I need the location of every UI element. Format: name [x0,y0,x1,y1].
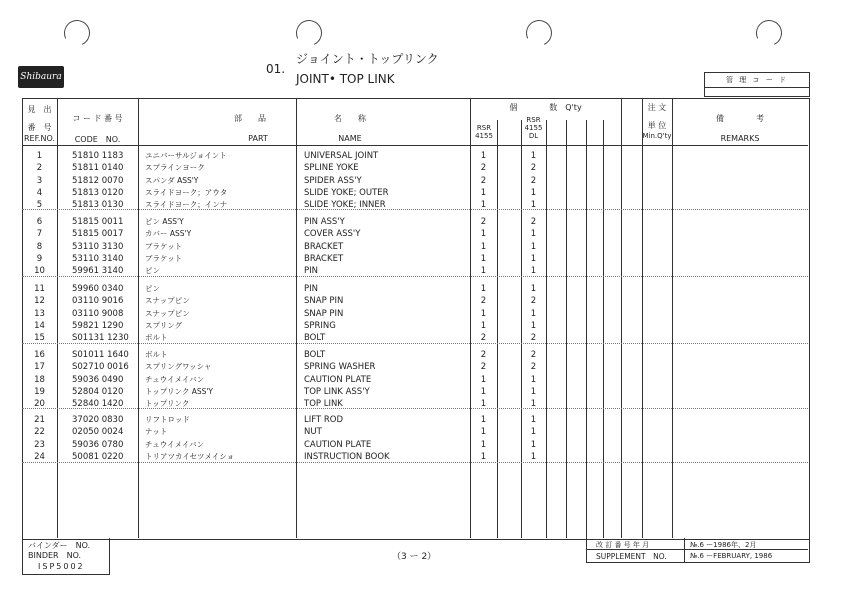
qty-rsr4155dl: 1 [530,451,537,462]
table-row [0,361,841,373]
supplement-divider [684,538,685,562]
code-no: S02710 0016 [72,362,129,373]
code-no: 37020 0830 [72,415,124,425]
part-jp: ブラケット [145,253,183,263]
qty-rsr4155: 2 [480,362,487,373]
code-header-jp: コ ー ド 番 号 [72,114,123,123]
qty-rsr4155dl: 2 [530,362,537,373]
ref-no: 12 [34,296,45,307]
supplement-value-jp: №.6 ー1986年、2月 [690,541,757,549]
binder-label: BINDER NO. [28,551,82,560]
qty-rsr4155dl: 1 [530,374,537,385]
binder-hole [752,16,785,49]
code-no: 51813 0130 [72,200,124,211]
binder-hole [522,16,555,49]
qty-rsr4155: 2 [480,217,487,227]
table-row [0,349,841,361]
table-row [0,320,841,332]
part-jp: トップリンク ASS'Y [145,386,214,396]
ref-no: 24 [34,451,45,462]
qty-rsr4155dl: 1 [530,253,537,264]
section-number: 01. [266,62,286,76]
code-no: 59036 0490 [72,374,124,385]
supplement-value: №.6 ーFEBRUARY, 1986 [690,552,773,560]
ref-no: 2 [36,163,43,174]
part-jp: スプラインヨーク [145,163,205,173]
table-row [0,398,841,410]
table-row [0,332,841,344]
part-name: SPLINE YOKE [304,163,359,174]
code-no: 52804 0120 [72,386,124,397]
code-no: 53110 3140 [72,253,124,264]
binder-hole [60,16,93,49]
qty-rsr4155: 1 [480,308,487,319]
code-no: 59960 0340 [72,284,124,294]
part-jp: スパンダ ASS'Y [145,175,199,185]
qty-rsr4155dl: 2 [530,350,537,360]
part-jp: スプリングワッシャ [145,362,212,372]
table-row [0,295,841,307]
unit-header-jp: 単 位 [647,121,667,130]
part-name: BRACKET [304,241,344,252]
part-name: TOP LINK [304,399,343,410]
table-row [0,187,841,199]
code-no: 59036 0780 [72,439,124,450]
qty-rsr4155: 2 [480,296,487,307]
table-row [0,426,841,438]
qty-rsr4155dl: 1 [530,415,537,425]
table-row [0,308,841,320]
page-title: JOINT• TOP LINK [296,72,395,86]
ref-no: 10 [34,266,45,277]
qty-rsr4155dl: 1 [530,320,537,331]
part-name: INSTRUCTION BOOK [304,451,390,462]
table-row [0,150,841,162]
qty-rsr4155: 1 [480,374,487,385]
part-jp: ボルト [145,350,168,359]
supplement-label: SUPPLEMENT NO. [596,552,667,561]
part-name: BOLT [304,350,326,360]
code-no: 59821 1290 [72,320,124,331]
part-name: LIFT ROD [304,415,344,425]
ref-no: 22 [34,427,45,438]
qty-rsr4155dl: 2 [530,296,537,307]
part-name: BRACKET [304,253,344,264]
supplement-label-jp: 改 訂 番 号 年 月 [596,541,650,549]
table-row [0,162,841,174]
part-name: SNAP PIN [304,308,344,319]
part-name: TOP LINK ASS'Y [304,386,370,397]
code-no: 52840 1420 [72,399,124,410]
qty-rsr4155dl: 2 [530,333,537,344]
ref-header: REF.NO. [24,134,55,143]
qty-rsr4155dl: 2 [530,163,537,174]
part-name: UNIVERSAL JOINT [304,151,379,161]
binder-number: ISP5002 [38,562,85,571]
model-rsr4155dl: RSR 4155 DL [524,116,543,140]
qty-rsr4155: 1 [480,386,487,397]
code-no: 59961 3140 [72,266,124,277]
qty-rsr4155: 1 [480,439,487,450]
qty-rsr4155dl: 1 [530,187,537,198]
min-qty-header: Min.Q'ty [642,132,672,140]
code-no: 51811 0140 [72,163,124,174]
part-jp: スライドヨーク；インナ [145,200,228,210]
code-no: 51815 0017 [72,229,124,240]
part-jp: ブラケット [145,241,183,251]
qty-rsr4155: 2 [480,350,487,360]
qty-rsr4155: 1 [480,399,487,410]
table-row [0,216,841,228]
qty-rsr4155: 2 [480,333,487,344]
part-name: CAUTION PLATE [304,374,372,385]
qty-rsr4155dl: 1 [530,427,537,438]
qty-rsr4155dl: 1 [530,200,537,211]
qty-rsr4155: 2 [480,175,487,186]
ref-no: 18 [34,374,45,385]
ref-no: 15 [34,333,45,344]
table-row [0,374,841,386]
remarks-header: REMARKS [720,134,760,143]
part-jp: スナップピン [145,296,190,306]
management-code-box [704,86,810,97]
code-no: 03110 9016 [72,296,124,307]
management-code-label: 管 理 コ ー ド [704,72,810,88]
table-row [0,414,841,426]
qty-rsr4155dl: 2 [530,217,537,227]
part-jp: ユニバーサルジョイント [145,151,227,160]
qty-rsr4155: 1 [480,427,487,438]
qty-rsr4155: 1 [480,151,487,161]
order-header-jp: 注 文 [647,103,667,112]
table-row [0,283,841,295]
header-rule [22,145,808,146]
code-no: 50081 0220 [72,451,124,462]
part-header: PART [248,134,268,143]
part-name: SLIDE YOKE; INNER [304,200,386,211]
part-name: PIN ASS'Y [304,217,345,227]
table-row [0,265,841,277]
qty-rsr4155: 1 [480,229,487,240]
ref-no: 1 [36,151,43,161]
table-row [0,241,841,253]
table-row [0,451,841,463]
part-jp: チュウイメイバン [145,374,205,384]
name-header-jp: 名 称 [334,114,366,123]
part-jp: ピン ASS'Y [145,217,184,226]
qty-rsr4155dl: 1 [530,151,537,161]
qty-rsr4155: 1 [480,187,487,198]
ref-no: 7 [36,229,43,240]
part-jp: スナップピン [145,308,190,318]
qty-rsr4155: 1 [480,200,487,211]
table-row [0,199,841,211]
code-no: S01011 1640 [72,350,129,360]
part-jp: トリアツカイセツメイショ [145,451,235,461]
qty-rsr4155dl: 1 [530,229,537,240]
model-rsr4155: RSR 4155 [475,124,493,140]
name-header: NAME [338,134,362,143]
qty-rsr4155dl: 2 [530,175,537,186]
title-japanese: ジョイント・トップリンク [296,52,439,66]
ref-no: 17 [34,362,45,373]
qty-rsr4155dl: 1 [530,308,537,319]
part-name: CAUTION PLATE [304,439,372,450]
qty-rsr4155dl: 1 [530,386,537,397]
code-no: 51810 1183 [72,151,124,161]
remarks-header-jp: 備 考 [716,114,764,123]
code-no: 51815 0011 [72,217,124,227]
code-no: 02050 0024 [72,427,124,438]
part-jp: ボルト [145,333,168,343]
ref-no: 11 [34,284,45,294]
qty-rsr4155dl: 1 [530,439,537,450]
qty-header: 個 数 Q'ty [509,103,582,112]
ref-no: 16 [34,350,45,360]
part-name: NUT [304,427,322,438]
part-jp: トップリンク [145,399,190,409]
ref-no: 20 [34,399,45,410]
part-jp: ピン [145,266,160,276]
part-name: SPRING WASHER [304,362,376,373]
part-name: SNAP PIN [304,296,344,307]
part-name: PIN [304,266,318,277]
binder-hole [292,16,325,49]
part-jp: チュウイメイバン [145,439,205,449]
ref-no: 23 [34,439,45,450]
part-jp: ナット [145,427,168,437]
part-header-jp: 部 品 [234,114,266,123]
table-row [0,175,841,187]
code-no: 03110 9008 [72,308,124,319]
ref-no: 9 [36,253,43,264]
brand-logo: Shibaura [18,66,64,88]
part-jp: スライドヨーク；アウタ [145,187,228,197]
part-name: SLIDE YOKE; OUTER [304,187,389,198]
ref-no: 14 [34,320,45,331]
part-jp: カバー ASS'Y [145,229,192,239]
qty-rsr4155: 1 [480,320,487,331]
page-number: （3 ー 2） [392,552,437,562]
qty-rsr4155dl: 1 [530,284,537,294]
ref-header-jp: 見 出 [27,105,52,114]
part-jp: リフトロッド [145,415,190,424]
part-name: SPRING [304,320,336,331]
table-row [0,253,841,265]
code-no: 51812 0070 [72,175,124,186]
qty-rsr4155: 1 [480,241,487,252]
part-jp: ピン [145,284,160,293]
code-no: S01131 1230 [72,333,129,344]
ref-no: 6 [36,217,43,227]
qty-rsr4155dl: 1 [530,266,537,277]
qty-rsr4155dl: 1 [530,241,537,252]
ref-no: 13 [34,308,45,319]
table-row [0,228,841,240]
table-row [0,386,841,398]
part-name: SPIDER ASS'Y [304,175,362,186]
qty-rsr4155: 1 [480,253,487,264]
qty-rsr4155: 1 [480,415,487,425]
qty-rsr4155: 1 [480,266,487,277]
qty-rsr4155: 1 [480,284,487,294]
code-no: 51813 0120 [72,187,124,198]
code-no: 53110 3130 [72,241,124,252]
ref-no: 3 [36,175,43,186]
ref-no: 8 [36,241,43,252]
ref-no: 19 [34,386,45,397]
part-name: PIN [304,284,318,294]
qty-rsr4155: 2 [480,163,487,174]
part-name: BOLT [304,333,326,344]
part-jp: スプリング [145,320,183,330]
qty-rsr4155: 1 [480,451,487,462]
binder-label-jp: バインダー NO. [28,541,91,550]
ref-no: 21 [34,415,45,425]
qty-rsr4155dl: 1 [530,399,537,410]
ref-no: 5 [36,200,43,211]
ref-header-jp: 番 号 [27,123,52,132]
ref-no: 4 [36,187,43,198]
code-header: CODE NO. [74,135,121,144]
part-name: COVER ASS'Y [304,229,361,240]
table-row [0,439,841,451]
